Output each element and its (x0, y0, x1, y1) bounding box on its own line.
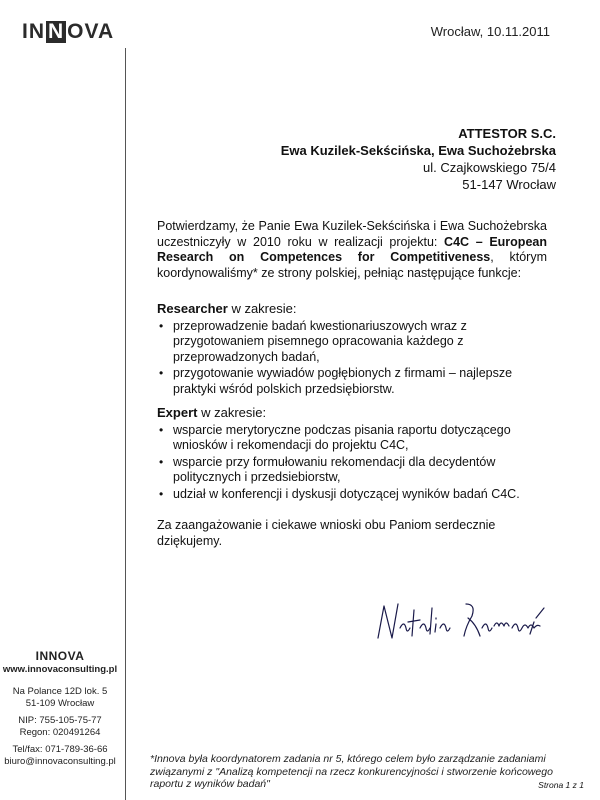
letter-date: Wrocław, 10.11.2011 (430, 24, 550, 39)
list-item (157, 455, 547, 486)
list-item-text: przeprowadzenie badań kwestionariuszowych wraz z przygotowaniem pisemnego opracowania każdego z przeprowadzonych badań, (173, 318, 467, 364)
bullet-icon: • (159, 486, 164, 501)
bullet-icon: • (159, 422, 164, 437)
researcher-role: Researcher (157, 301, 228, 316)
expert-heading (157, 405, 547, 421)
project-name: C4C – European Research on Competences for Competitiveness (157, 234, 547, 264)
expert-suffix: w zakresie: (201, 405, 267, 420)
page-number: Strona 1 z 1 (538, 780, 584, 790)
expert-role: Expert (157, 405, 198, 420)
address-line-2: 51-109 Wrocław (25, 697, 95, 709)
bullet-icon: • (159, 454, 164, 469)
footer-company-name: INNOVA (35, 649, 85, 663)
phone-number: Tel/fax: 071-789-36-66 (12, 744, 108, 755)
recipient-address (281, 125, 556, 193)
recipient-company: ATTESTOR S.C. (458, 126, 556, 141)
list-item-text: przygotowanie wywiadów pogłębionych z firmami – najlepsze praktyki wśród polskich przedsiębiorstw. (173, 366, 513, 396)
list-item (157, 423, 547, 454)
recipient-city: 51-147 Wrocław (462, 177, 556, 192)
bullet-icon: • (159, 366, 164, 380)
list-item (157, 487, 547, 503)
regon-number: Regon: 020491264 (19, 726, 101, 738)
logo-text-lead: IN (22, 20, 45, 43)
footnote: *Innova była koordynatorem zadania nr 5, którego celem było zarządzanie zadaniami związanymi z "Analizą kompetencji na rzecz konkurencyjności i stworzenie końcowego raportu z wyników badań" (150, 753, 553, 790)
logo-text-box: N (48, 20, 65, 43)
researcher-suffix: w zakresie: (231, 301, 297, 316)
address-line-1: Na Polance 12D lok. 5 (12, 686, 108, 697)
email-link[interactable]: biuro@innovaconsulting.pl (4, 755, 116, 767)
list-item-text: wsparcie przy formułowaniu rekomendacji dla decydentów politycznych i przedsiebiorstw, (173, 454, 496, 484)
researcher-list (157, 319, 547, 398)
researcher-section (157, 301, 547, 398)
list-item (157, 366, 547, 397)
recipient-names: Ewa Kuzilek-Sekścińska, Ewa Suchożebrska (280, 143, 556, 158)
company-logo (22, 20, 114, 44)
handwritten-signature (370, 598, 550, 646)
intro-paragraph (157, 219, 547, 281)
thanks-paragraph: Za zaangażowanie i ciekawe wnioski obu Paniom serdecznie dziękujemy. (157, 518, 496, 548)
nip-number: NIP: 755-105-75-77 (18, 715, 102, 726)
list-item-text: udział w konferencji i dyskusji dotyczącej wyników badań C4C. (173, 486, 520, 501)
researcher-heading (157, 301, 547, 317)
intro-text-2: , którym koordynowaliśmy* ze strony polskiej, pełniąc następujące funkcje: (157, 250, 547, 280)
footer-contact (0, 744, 120, 767)
recipient-street: ul. Czajkowskiego 75/4 (423, 160, 556, 175)
bullet-icon: • (159, 318, 164, 333)
footer-company-ids (0, 715, 120, 738)
footer-website-link[interactable]: www.innovaconsulting.pl (2, 664, 118, 675)
footer-address (0, 686, 120, 709)
logo-text-tail: OVA (67, 20, 115, 43)
intro-text-1: Potwierdzamy, że Panie Ewa Kuzilek-Sekścińska i Ewa Suchożebrska uczestniczyły w 2010 roku w realizacji projektu: (157, 219, 547, 249)
list-item-text: wsparcie merytoryczne podczas pisania raportu dotyczącego wniosków i rekomendacji do projektu C4C, (173, 422, 511, 452)
list-item (157, 319, 547, 366)
expert-section (157, 405, 547, 503)
left-column-divider (125, 48, 126, 800)
expert-list (157, 423, 547, 503)
